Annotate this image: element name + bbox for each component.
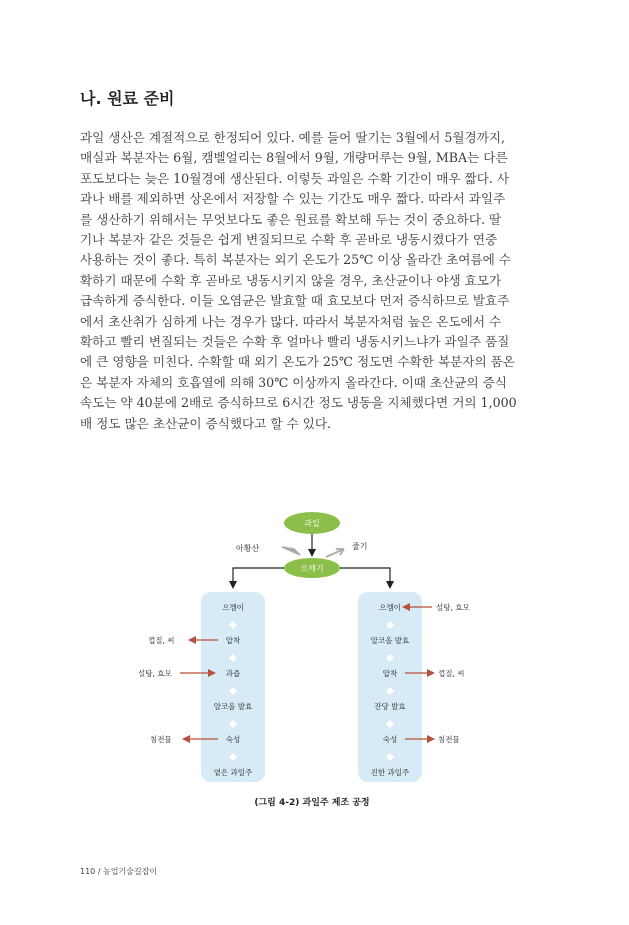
left-in-label: 설탕, 효모 (138, 669, 172, 678)
body-line: 매실과 복분자는 6월, 캠벨얼리는 8월에서 9월, 개량머루는 9월, MBA는 다른 (80, 150, 508, 166)
body-line: 기나 복분자 같은 것들은 쉽게 변질되므로 수확 후 곧바로 냉동시켰다가 연중 (80, 232, 498, 248)
body-line: 에서 초산취가 심하게 나는 경우가 많다. 따라서 복분자처럼 높은 온도에서 수 (80, 313, 502, 329)
split-line-right (340, 568, 390, 587)
body-line: 사용하는 것이 좋다. 특히 복분자는 외기 온도가 25℃ 이상 올라간 초여름에 수 (80, 252, 511, 268)
right-step: 잔당 발효 (374, 702, 406, 711)
right-step: 진한 과일주 (370, 768, 410, 777)
stem-label: 줄기 (352, 542, 368, 551)
body-line: 은 복분자 자체의 호흡열에 의해 30℃ 이상까지 올라간다. 이때 초산균의 증식 (80, 374, 507, 390)
left-step: 압착 (225, 636, 241, 645)
left-step: 으깸이 (222, 603, 244, 612)
fruit-node-label: 과일 (304, 519, 320, 528)
body-line: 확하고 빨리 변질되는 것들은 수확 후 얼마나 빨리 냉동시키느냐가 과일주 품질 (80, 334, 510, 350)
body-line: 확하기 때문에 수확 후 곧바로 냉동시키지 않을 경우, 초산균이나 야생 효모가 (80, 272, 502, 288)
section-heading: 나. 원료 준비 (80, 89, 175, 108)
crush-node-label: 으깨기 (300, 564, 324, 573)
right-step: 압착 (382, 669, 398, 678)
figure-caption: (그림 4-2) 과일주 제조 공정 (254, 798, 370, 808)
sulfite-gray-arrow (282, 547, 300, 555)
body-line: 를 생산하기 위해서는 무엇보다도 좋은 원료를 확보해 두는 것이 중요하다. 딸 (80, 211, 502, 227)
body-line: 에 큰 영향을 미친다. 수확할 때 외기 온도가 25℃ 정도면 수확한 복분자의 품온 (80, 354, 515, 370)
process-diagram (0, 505, 629, 825)
right-step: 알코올 발효 (370, 636, 410, 645)
page-footer: 110 / 농업기술길잡이 (80, 867, 158, 876)
right-step: 숙성 (382, 735, 398, 744)
body-line: 포도보다는 늦은 10월경에 생산된다. 이렇듯 과일은 수확 기간이 매우 짧다. 사 (80, 170, 510, 186)
left-out-label: 침전물 (150, 735, 172, 744)
body-line: 급속하게 증식한다. 이들 오염균은 발효할 때 효모보다 먼저 증식하므로 발효주 (80, 293, 510, 309)
right-in-label: 설탕, 효모 (436, 603, 470, 612)
body-line: 과일 생산은 계절적으로 한정되어 있다. 예를 들어 딸기는 3월에서 5월경까지, (80, 130, 506, 145)
left-out-label: 껍질, 씨 (148, 636, 175, 645)
stem-gray-arrow (326, 549, 344, 557)
right-step: 으깸이 (379, 603, 401, 612)
right-out-label: 껍질, 씨 (438, 669, 465, 678)
left-step: 숙성 (225, 735, 241, 744)
left-step: 과즙 (225, 669, 241, 678)
left-step: 알코올 발효 (213, 702, 253, 711)
body-line: 속도는 약 40분에 2배로 증식하므로 6시간 정도 냉동을 지체했다면 거의 1,000 (80, 395, 517, 411)
body-line: 과나 배를 제외하면 상온에서 저장할 수 있는 기간도 매우 짧다. 따라서 과일주 (80, 191, 506, 207)
sulfite-label: 아황산 (236, 544, 260, 553)
right-out-label: 침전물 (438, 735, 460, 744)
body-paragraph (80, 128, 550, 434)
left-step: 옅은 과일주 (213, 768, 253, 777)
body-line: 배 정도 많은 초산균이 증식했다고 할 수 있다. (80, 415, 332, 431)
split-line-left (233, 568, 284, 587)
